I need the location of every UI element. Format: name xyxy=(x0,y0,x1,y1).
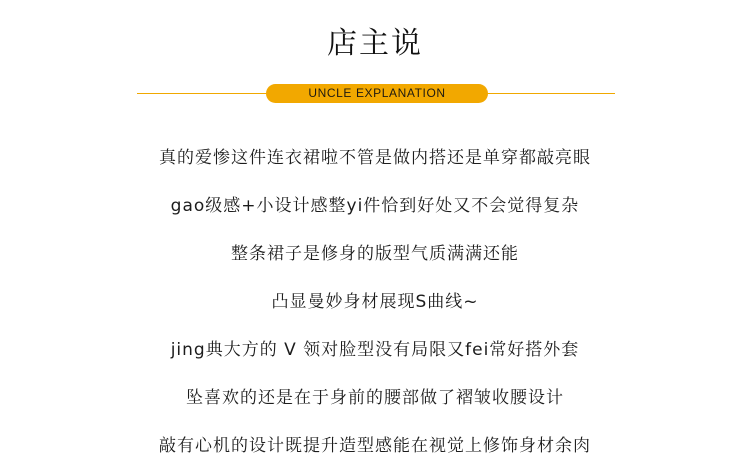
description-line: 真的爱惨这件连衣裙啦不管是做内搭还是单穿都敲亮眼 xyxy=(159,148,591,168)
description-line: 整条裙子是修身的版型气质满满还能 xyxy=(231,244,519,264)
description-line: 坠喜欢的还是在于身前的腰部做了褶皱收腰设计 xyxy=(186,388,564,408)
description-line: jing典大方的 V 领对脸型没有局限又fei常好搭外套 xyxy=(170,340,580,360)
description-line: 凸显曼妙身材展现S曲线~ xyxy=(271,292,479,312)
description-text-block xyxy=(0,140,750,476)
section-label-pill: UNCLE EXPLANATION xyxy=(266,84,488,103)
divider-right xyxy=(482,93,615,94)
description-line: 敲有心机的设计既提升造型感能在视觉上修饰身材余肉 xyxy=(159,436,591,456)
divider-left xyxy=(137,93,270,94)
page-title: 店主说 xyxy=(327,26,423,61)
description-line: gao级感+小设计感整yi件恰到好处又不会觉得复杂 xyxy=(170,196,580,216)
